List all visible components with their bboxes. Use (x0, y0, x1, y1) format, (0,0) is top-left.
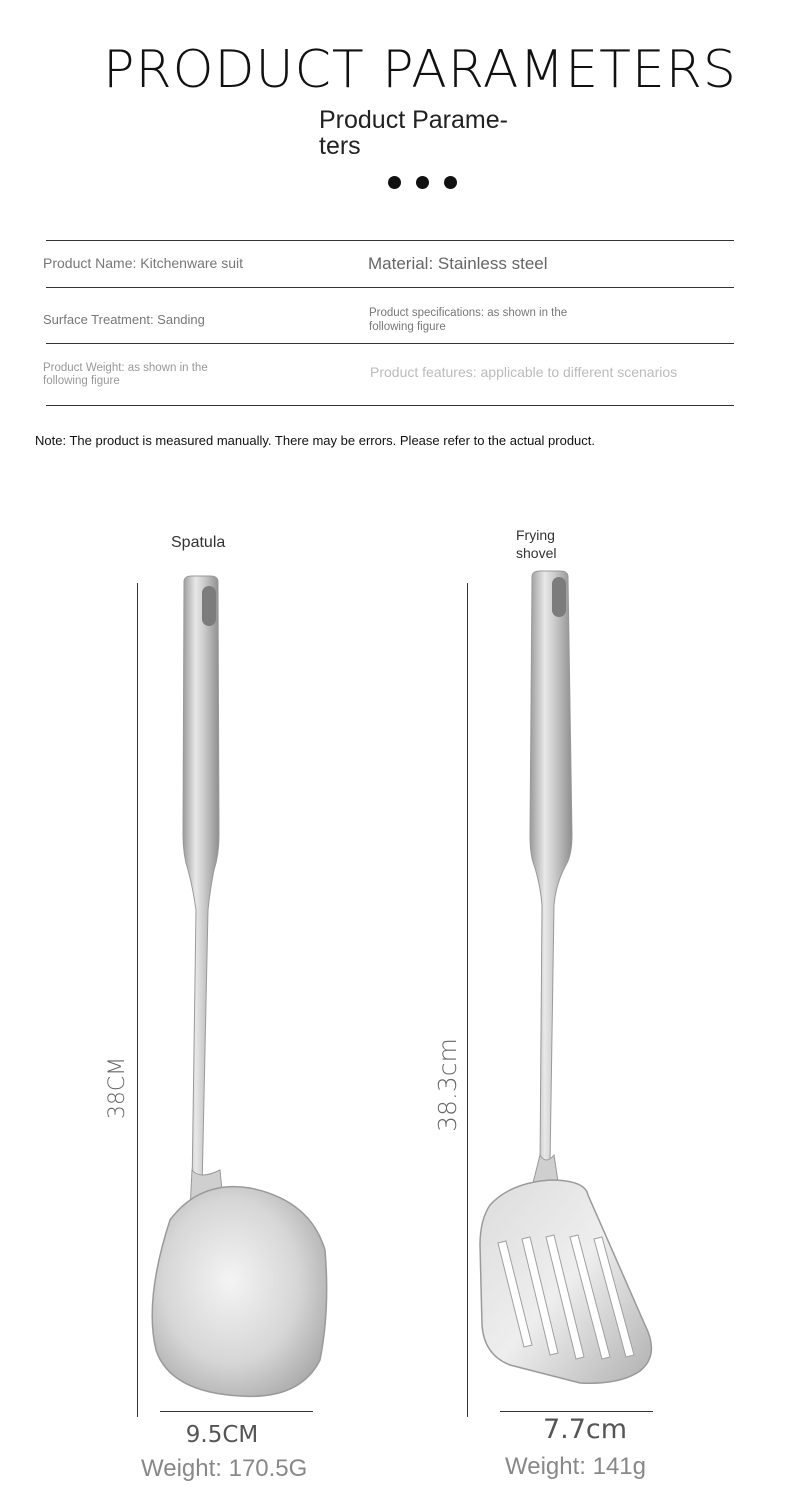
measurement-note: Note: The product is measured manually. There may be errors. Please refer to the actual product. (35, 433, 596, 448)
param-material: Material: Stainless steel (368, 254, 548, 273)
param-weight-line-1: Product Weight: as shown in the (43, 362, 208, 374)
frying-shovel-length-line (467, 583, 468, 1417)
param-surface-treatment: Surface Treatment: Sanding (43, 312, 205, 327)
frying-shovel-width-label: 7.7cm (542, 1414, 628, 1445)
param-features: Product features: applicable to different scenarios (370, 364, 678, 380)
spatula-width-label: 9.5CM (185, 1422, 259, 1448)
spatula-label: Spatula (171, 534, 226, 551)
dot-icon (416, 176, 429, 189)
frying-shovel-length-label: 38.3cm (433, 1038, 462, 1132)
dot-icon (444, 176, 457, 189)
spatula-length-line (137, 583, 138, 1417)
dot-icon (388, 176, 401, 189)
param-product-name: Product Name: Kitchenware suit (43, 255, 243, 271)
subtitle-line-1: Product Parame- (319, 106, 508, 134)
slotted-turner-icon (470, 565, 670, 1405)
frying-shovel-width-line (500, 1411, 653, 1412)
table-divider (46, 343, 734, 344)
param-specifications (369, 306, 567, 334)
subtitle-line-2: ters (319, 132, 361, 160)
param-specifications-line-2: following figure (369, 321, 446, 333)
spatula-width-line (160, 1411, 313, 1412)
spatula-weight: Weight: 170.5G (141, 1455, 308, 1482)
spatula-length-label: 38CM (105, 1056, 130, 1120)
frying-shovel-weight: Weight: 141g (505, 1453, 646, 1480)
frying-shovel-label-line-2: shovel (516, 545, 557, 561)
hang-hole-icon (552, 577, 566, 617)
param-weight (43, 362, 208, 388)
table-divider (46, 240, 734, 241)
table-divider (46, 287, 734, 288)
frying-shovel-label-line-1: Frying (516, 527, 555, 543)
param-specifications-line-1: Product specifications: as shown in the (369, 307, 568, 319)
page-subtitle (319, 107, 539, 159)
table-divider (46, 405, 734, 406)
hang-hole-icon (202, 586, 216, 626)
page-title: PRODUCT PARAMETERS (103, 40, 737, 100)
param-weight-line-2: following figure (43, 375, 120, 387)
spatula-icon (140, 570, 340, 1410)
frying-shovel-label (516, 526, 556, 562)
